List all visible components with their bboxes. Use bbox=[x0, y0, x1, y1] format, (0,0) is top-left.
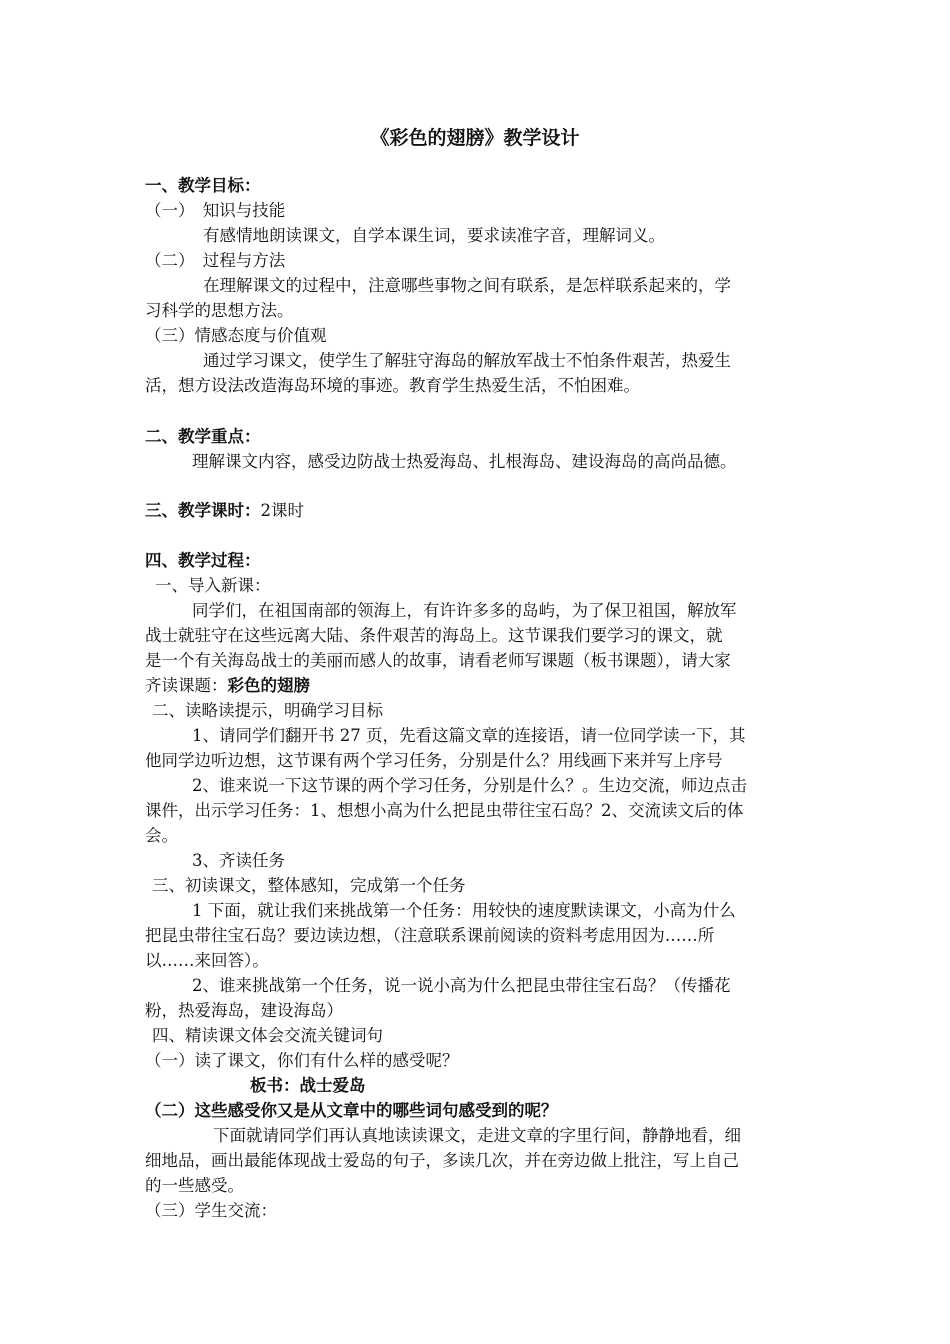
paragraph-knowledge: 有感情地朗读课文，自学本课生词，要求读准字音，理解词义。 bbox=[203, 226, 665, 245]
sub-heading-emotion: （三）情感态度与价值观 bbox=[145, 326, 327, 345]
sub-heading-knowledge: （一） 知识与技能 bbox=[145, 201, 286, 220]
paragraph-step3-line: 2、谁来挑战第一个任务，说一说小高为什么把昆虫带往宝石岛？（传播花 bbox=[192, 976, 731, 995]
paragraph-step2-line: 他同学边听边想，这节课有两个学习任务，分别是什么？用线画下来并写上序号 bbox=[145, 751, 723, 770]
section-heading-process-steps: 四、教学过程： bbox=[145, 551, 261, 570]
paragraph-intro-line: 战士就驻守在这些远离大陆、条件艰苦的海岛上。这节课我们要学习的课文，就 bbox=[145, 626, 723, 645]
section-heading-focus: 二、教学重点： bbox=[145, 427, 261, 446]
section-heading-objectives: 一、教学目标： bbox=[145, 176, 261, 195]
paragraph-step3-line: 粉，热爱海岛，建设海岛） bbox=[145, 1001, 343, 1020]
paragraph-step2-line: 会。 bbox=[145, 826, 178, 845]
read-title-prompt: 齐读课题： bbox=[145, 676, 228, 695]
paragraph-step4-line: 的一些感受。 bbox=[145, 1176, 244, 1195]
lesson-title-bold: 彩色的翅膀 bbox=[227, 676, 310, 695]
paragraph-process-line: 习科学的思想方法。 bbox=[145, 301, 294, 320]
student-exchange: （三）学生交流： bbox=[145, 1201, 277, 1220]
paragraph-step4-line: 下面就请同学们再认真地读读课文，走进文章的字里行间，静静地看，细 bbox=[213, 1126, 741, 1145]
paragraph-intro-line: 同学们，在祖国南部的领海上，有许许多多的岛屿，为了保卫祖国，解放军 bbox=[192, 601, 737, 620]
paragraph-step3-line: 1 下面，就让我们来挑战第一个任务：用较快的速度默读课文，小高为什么 bbox=[192, 901, 736, 920]
paragraph-intro-line bbox=[145, 674, 310, 698]
paragraph-step4-line: 细地品，画出最能体现战士爱岛的句子，多读几次，并在旁边做上批注，写上自己 bbox=[145, 1151, 739, 1170]
section-heading-hours: 三、教学课时： bbox=[145, 501, 261, 520]
paragraph-focus: 理解课文内容，感受边防战士热爱海岛、扎根海岛、建设海岛的高尚品德。 bbox=[192, 452, 737, 471]
step-title-first-reading: 三、初读课文，整体感知，完成第一个任务 bbox=[152, 876, 466, 895]
step-title-reading-tips: 二、读略读提示，明确学习目标 bbox=[152, 701, 383, 720]
sub-heading-process: （二） 过程与方法 bbox=[145, 251, 286, 270]
question-sentences: （二）这些感受你又是从文章中的哪些词句感受到的呢？ bbox=[145, 1101, 558, 1120]
paragraph-step3-line: 以……来回答）。 bbox=[145, 951, 269, 970]
paragraph-intro-line: 是一个有关海岛战士的美丽而感人的故事，请看老师写课题（板书课题），请大家 bbox=[145, 651, 731, 670]
lesson-hours bbox=[145, 499, 304, 523]
board-writing: 板书：战士爱岛 bbox=[250, 1076, 366, 1095]
step-title-close-reading: 四、精读课文体会交流关键词句 bbox=[152, 1026, 383, 1045]
paragraph-step2-line: 3、齐读任务 bbox=[192, 851, 285, 870]
lesson-hours-value: 2课时 bbox=[260, 501, 304, 520]
paragraph-step3-line: 把昆虫带往宝石岛？要边读边想，（注意联系课前阅读的资料考虑用因为……所 bbox=[145, 926, 715, 945]
paragraph-step2-line: 1、请同学们翻开书 27 页，先看这篇文章的连接语，请一位同学读一下，其 bbox=[192, 726, 746, 745]
paragraph-step2-line: 2、谁来说一下这节课的两个学习任务，分别是什么？。生边交流，师边点击 bbox=[192, 776, 747, 795]
paragraph-step2-line: 课件，出示学习任务：1、想想小高为什么把昆虫带往宝石岛？2、交流读文后的体 bbox=[145, 801, 744, 820]
paragraph-emotion-line: 通过学习课文，使学生了解驻守海岛的解放军战士不怕条件艰苦，热爱生 bbox=[203, 351, 731, 370]
document-title: 《彩色的翅膀》教学设计 bbox=[370, 127, 580, 149]
step-title-intro: 一、导入新课： bbox=[155, 576, 271, 595]
paragraph-process-line: 在理解课文的过程中，注意哪些事物之间有联系，是怎样联系起来的，学 bbox=[203, 276, 731, 295]
question-feelings: （一）读了课文，你们有什么样的感受呢？ bbox=[145, 1051, 459, 1070]
paragraph-emotion-line: 活，想方设法改造海岛环境的事迹。教育学生热爱生活，不怕困难。 bbox=[145, 376, 640, 395]
